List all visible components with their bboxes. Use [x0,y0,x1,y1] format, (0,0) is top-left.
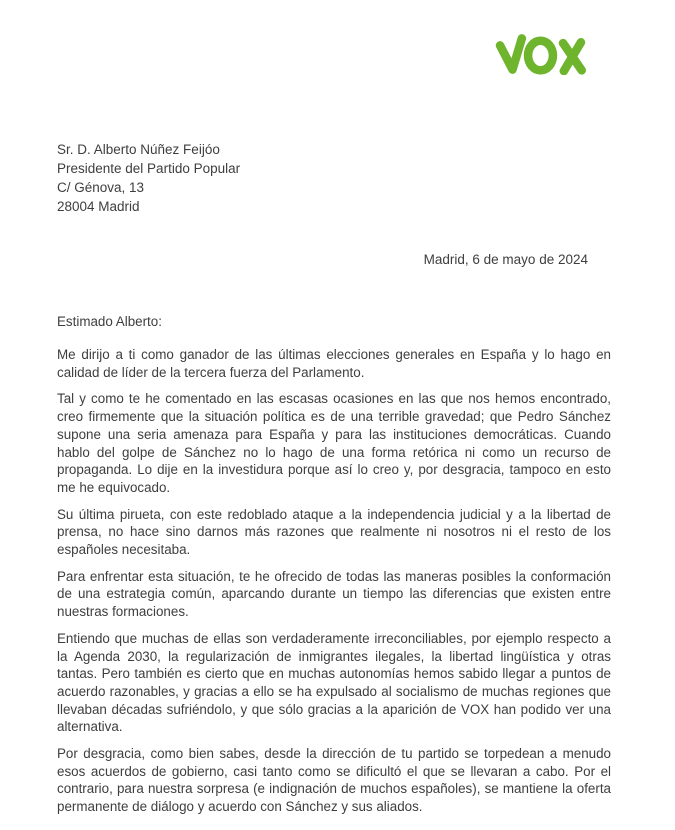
recipient-address [57,140,611,216]
letter-paragraph: Me dirijo a ti como ganador de las últimas elecciones generales en España y lo hago en calidad de líder de la tercera fuerza del Parlamento. [57,347,611,380]
vox-logo-icon [492,33,589,75]
salutation: Estimado Alberto: [57,314,162,329]
recipient-city: 28004 Madrid [57,199,140,214]
recipient-name: Sr. D. Alberto Núñez Feijóo [57,142,220,157]
date-line: Madrid, 6 de mayo de 2024 [423,252,588,267]
header [57,33,611,75]
letter-body [57,346,611,816]
letter-paragraph: Para enfrentar esta situación, te he ofrecido de todas las maneras posibles la conformación de una estrategia común, aparcando durante un tiempo las diferencias que existen entre nuestras formaciones. [57,568,611,620]
letter-paragraph: Por desgracia, como bien sabes, desde la dirección de tu partido se torpedean a menudo esos acuerdos de gobierno, casi tanto como se dificultó el que se llevaran a cabo. Por el contrario, para nuestra sorpresa (e indignación de muchos españoles), se mantiene la oferta permanente de diálogo y acuerdo con Sánchez y sus aliados. [57,746,611,815]
recipient-street: C/ Génova, 13 [57,180,145,195]
letter-paragraph: Su última pirueta, con este redoblado ataque a la independencia judicial y a la libertad de prensa, no hace sino darnos más razones que realmente ni nosotros ni el resto de los españoles necesitaba. [57,506,611,558]
letter-paragraph: Tal y como te he comentado en las escasas ocasiones en las que nos hemos encontrado, creo firmemente que la situación política es de una terrible gravedad; que Pedro Sánchez supone una seria amenaza para España y para las instituciones democráticas. Cuando hablo del golpe de Sánchez no lo hago de una forma retórica ni como un recurso de propaganda. Lo dije en la investidura porque así lo creo y, por desgracia, tampoco en esto me he equivocado. [57,391,611,495]
recipient-title: Presidente del Partido Popular [57,161,241,176]
letter-paragraph: Entiendo que muchas de ellas son verdaderamente irreconciliables, por ejemplo respecto a la Agenda 2030, la regularización de inmigrantes ilegales, la libertad lingüística y otras tantas. Pero también es cierto que en muchas autonomías hemos sabido llegar a puntos de acuerdo razonables, y gracias a ello se ha expulsado al socialismo de muchas regiones que llevaban décadas sufriéndolo, y que sólo gracias a la aparición de VOX han podido ver una alternativa. [57,630,611,735]
